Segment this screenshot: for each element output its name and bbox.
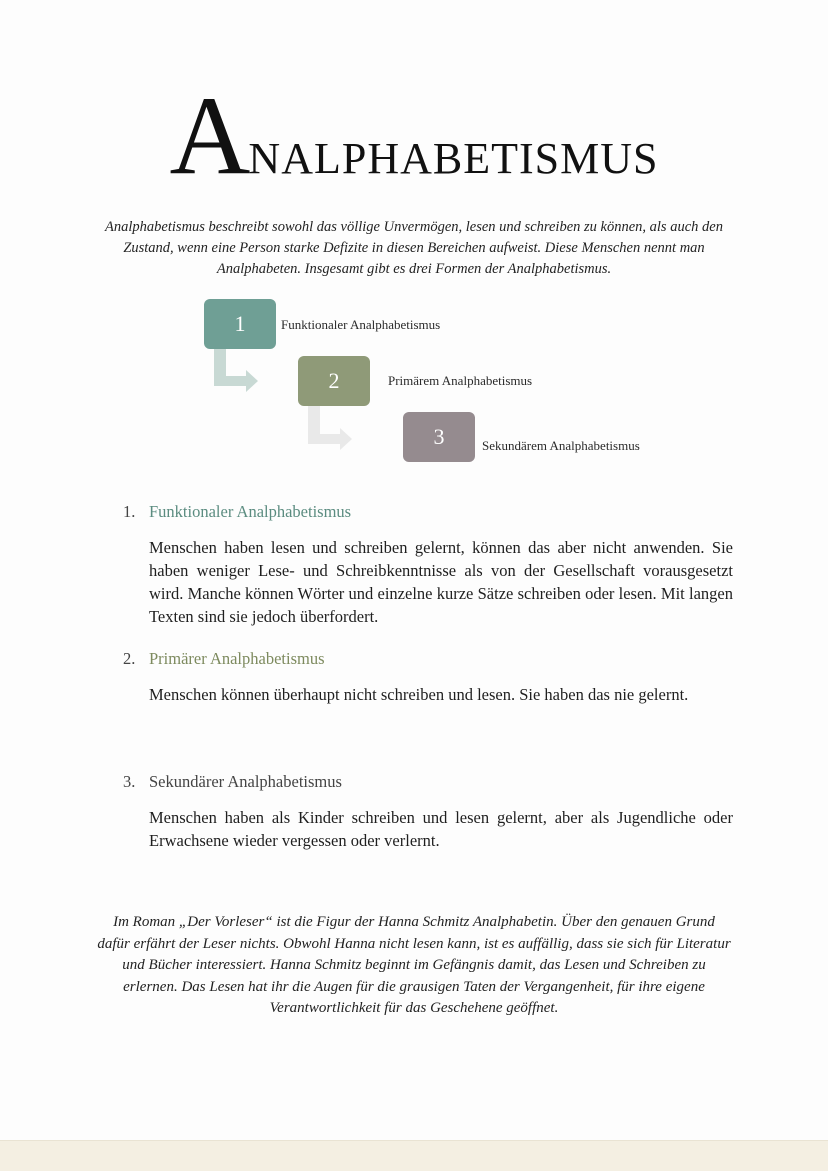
step-3-number: 3	[433, 424, 445, 449]
arrow-2-to-3	[302, 404, 358, 450]
section-title: Primärer Analphabetismus	[149, 649, 325, 668]
section-heading	[123, 502, 733, 522]
step-2-number: 2	[328, 368, 340, 393]
step-1-label: Funktionaler Analphabetismus	[281, 317, 441, 332]
step-1-number: 1	[234, 311, 246, 336]
title-initial: A	[169, 74, 249, 198]
arrow-1-to-2	[208, 346, 264, 392]
arrow-1-shape	[214, 348, 258, 392]
step-2-label: Primärem Analphabetismus	[388, 373, 533, 388]
section-number: 3.	[123, 772, 136, 791]
step-3-label: Sekundärem Analphabetismus	[482, 438, 640, 453]
section-heading	[123, 649, 733, 669]
section-title: Funktionaler Analphabetismus	[149, 502, 352, 521]
section-body: Menschen können überhaupt nicht schreiben und lesen. Sie haben das nie gelernt.	[149, 685, 689, 704]
step-2-box	[298, 356, 370, 406]
arrow-2-shape	[308, 406, 352, 450]
step-3-box	[403, 412, 475, 462]
page-title	[0, 74, 828, 198]
section-heading	[123, 772, 733, 792]
closing-paragraph: Im Roman „Der Vorleser“ ist die Figur der Hanna Schmitz Analphabetin. Über den genauen Grund dafür erfährt der Leser nichts. Obwohl Hanna nicht lesen kann, ist es auffällig, dass sie sich für Literatur und Bücher interessiert. Hanna Schmitz beginnt im Gefängnis damit, das Lesen und Schreiben zu erlernen. Das Lesen hat ihr die Augen für die grausigen Taten der Vergangenheit, für ihre eigene Verantwortlichkeit für das Geschehene geöffnet.	[97, 914, 731, 1016]
title-rest: NALPHABETISMUS	[248, 134, 659, 183]
intro-paragraph: Analphabetismus beschreibt sowohl das völlige Unvermögen, lesen und schreiben zu können, als auch den Zustand, wenn eine Person starke Defizite in diesen Bereichen aufweist. Diese Menschen nennt man Analphabeten. Insgesamt gibt es drei Formen der Analphabetismus.	[105, 219, 723, 277]
section-number: 1.	[123, 502, 136, 521]
section-functional	[123, 502, 733, 628]
step-1-box	[204, 299, 276, 349]
section-secondary	[123, 772, 733, 852]
page-bottom-edge	[0, 1140, 828, 1171]
section-primary	[123, 649, 733, 706]
section-body: Menschen haben lesen und schreiben gelernt, können das aber nicht anwenden. Sie haben weniger Lese- und Schreibkenntnisse als von der Gesellschaft vorausgesetzt wird. Manche können Wörter und einzelne kurze Sätze schreiben oder lesen. Mit langen Texten sind sie jedoch überfordert.	[149, 538, 733, 626]
section-body: Menschen haben als Kinder schreiben und lesen gelernt, aber als Jugendliche oder Erwachsene wieder vergessen oder verlernt.	[149, 808, 733, 850]
section-title: Sekundärer Analphabetismus	[149, 772, 342, 791]
section-number: 2.	[123, 649, 136, 668]
